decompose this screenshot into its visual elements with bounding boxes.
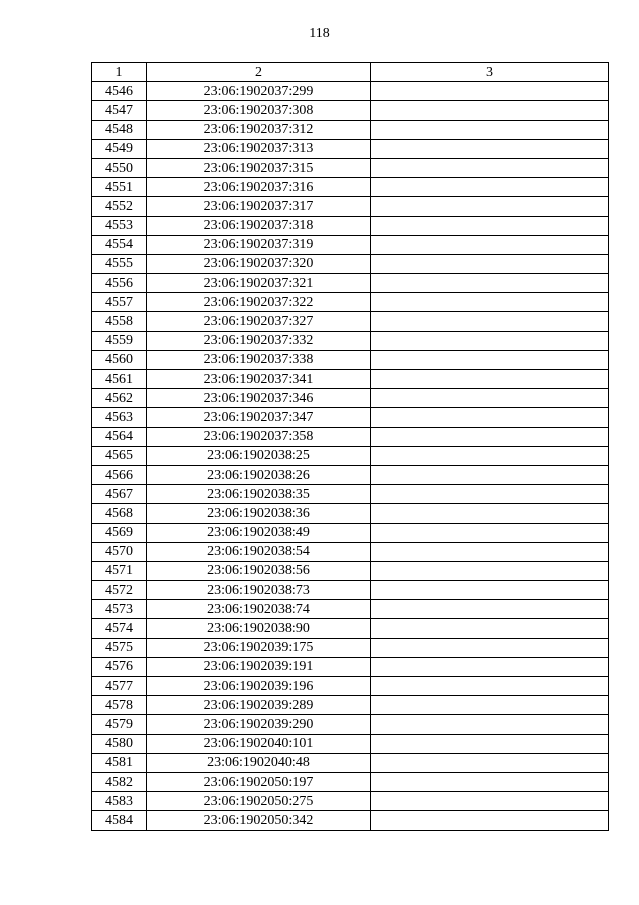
cadastral-number-cell: 23:06:1902050:275: [147, 792, 371, 811]
table-row: [92, 101, 609, 120]
cadastral-number-cell: 23:06:1902037:318: [147, 216, 371, 235]
notes-cell: [371, 350, 609, 369]
notes-cell: [371, 600, 609, 619]
table-row: [92, 293, 609, 312]
table-row: [92, 523, 609, 542]
table-row: [92, 696, 609, 715]
cadastral-number-cell: 23:06:1902037:347: [147, 408, 371, 427]
cadastral-number-cell: 23:06:1902037:317: [147, 197, 371, 216]
row-number-cell: 4580: [92, 734, 147, 753]
row-number-cell: 4575: [92, 638, 147, 657]
row-number-cell: 4561: [92, 370, 147, 389]
cadastral-number-cell: 23:06:1902039:196: [147, 677, 371, 696]
column-header: 2: [147, 63, 371, 82]
notes-cell: [371, 293, 609, 312]
table-row: [92, 216, 609, 235]
row-number-cell: 4569: [92, 523, 147, 542]
table-row: [92, 427, 609, 446]
notes-cell: [371, 696, 609, 715]
table-row: [92, 485, 609, 504]
notes-cell: [371, 734, 609, 753]
cadastral-number-cell: 23:06:1902037:308: [147, 101, 371, 120]
table-row: [92, 561, 609, 580]
cadastral-number-cell: 23:06:1902038:54: [147, 542, 371, 561]
row-number-cell: 4550: [92, 158, 147, 177]
notes-cell: [371, 619, 609, 638]
row-number-cell: 4582: [92, 772, 147, 791]
cadastral-number-cell: 23:06:1902039:290: [147, 715, 371, 734]
cadastral-number-cell: 23:06:1902039:175: [147, 638, 371, 657]
notes-cell: [371, 197, 609, 216]
notes-cell: [371, 772, 609, 791]
cadastral-number-cell: 23:06:1902037:312: [147, 120, 371, 139]
table-row: [92, 772, 609, 791]
row-number-cell: 4556: [92, 274, 147, 293]
table-row: [92, 82, 609, 101]
cadastral-number-cell: 23:06:1902040:101: [147, 734, 371, 753]
table-row: [92, 331, 609, 350]
cadastral-number-cell: 23:06:1902038:90: [147, 619, 371, 638]
column-header: 1: [92, 63, 147, 82]
row-number-cell: 4552: [92, 197, 147, 216]
table-row: [92, 254, 609, 273]
row-number-cell: 4549: [92, 139, 147, 158]
table-row: [92, 638, 609, 657]
cadastral-number-cell: 23:06:1902037:341: [147, 370, 371, 389]
notes-cell: [371, 331, 609, 350]
cadastral-number-cell: 23:06:1902037:346: [147, 389, 371, 408]
row-number-cell: 4557: [92, 293, 147, 312]
row-number-cell: 4553: [92, 216, 147, 235]
table-row: [92, 619, 609, 638]
row-number-cell: 4558: [92, 312, 147, 331]
cadastral-number-cell: 23:06:1902039:289: [147, 696, 371, 715]
row-number-cell: 4574: [92, 619, 147, 638]
cadastral-number-cell: 23:06:1902037:338: [147, 350, 371, 369]
table-row: [92, 657, 609, 676]
notes-cell: [371, 158, 609, 177]
row-number-cell: 4567: [92, 485, 147, 504]
table-row: [92, 811, 609, 830]
row-number-cell: 4570: [92, 542, 147, 561]
table-row: [92, 408, 609, 427]
row-number-cell: 4547: [92, 101, 147, 120]
table-row: [92, 465, 609, 484]
table-row: [92, 350, 609, 369]
notes-cell: [371, 523, 609, 542]
cadastral-number-cell: 23:06:1902037:332: [147, 331, 371, 350]
table-row: [92, 600, 609, 619]
table-row: [92, 715, 609, 734]
cadastral-number-cell: 23:06:1902050:342: [147, 811, 371, 830]
notes-cell: [371, 638, 609, 657]
table-header-row: [92, 63, 609, 82]
row-number-cell: 4551: [92, 178, 147, 197]
row-number-cell: 4560: [92, 350, 147, 369]
row-number-cell: 4578: [92, 696, 147, 715]
notes-cell: [371, 677, 609, 696]
notes-cell: [371, 235, 609, 254]
cadastral-number-cell: 23:06:1902050:197: [147, 772, 371, 791]
cadastral-number-cell: 23:06:1902038:36: [147, 504, 371, 523]
row-number-cell: 4566: [92, 465, 147, 484]
row-number-cell: 4546: [92, 82, 147, 101]
cadastral-number-cell: 23:06:1902037:319: [147, 235, 371, 254]
notes-cell: [371, 542, 609, 561]
cadastral-number-cell: 23:06:1902037:321: [147, 274, 371, 293]
cadastral-number-cell: 23:06:1902039:191: [147, 657, 371, 676]
table-row: [92, 504, 609, 523]
notes-cell: [371, 792, 609, 811]
row-number-cell: 4581: [92, 753, 147, 772]
cadastral-number-cell: 23:06:1902037:299: [147, 82, 371, 101]
notes-cell: [371, 82, 609, 101]
notes-cell: [371, 427, 609, 446]
table-row: [92, 178, 609, 197]
notes-cell: [371, 370, 609, 389]
notes-cell: [371, 811, 609, 830]
notes-cell: [371, 753, 609, 772]
table-row: [92, 677, 609, 696]
notes-cell: [371, 408, 609, 427]
table-row: [92, 581, 609, 600]
notes-cell: [371, 485, 609, 504]
row-number-cell: 4572: [92, 581, 147, 600]
table-row: [92, 274, 609, 293]
row-number-cell: 4573: [92, 600, 147, 619]
notes-cell: [371, 274, 609, 293]
cadastral-number-cell: 23:06:1902038:49: [147, 523, 371, 542]
notes-cell: [371, 120, 609, 139]
row-number-cell: 4554: [92, 235, 147, 254]
cadastral-number-cell: 23:06:1902038:35: [147, 485, 371, 504]
notes-cell: [371, 389, 609, 408]
table-row: [92, 792, 609, 811]
row-number-cell: 4555: [92, 254, 147, 273]
cadastral-number-cell: 23:06:1902037:320: [147, 254, 371, 273]
notes-cell: [371, 504, 609, 523]
notes-cell: [371, 657, 609, 676]
table-row: [92, 446, 609, 465]
notes-cell: [371, 312, 609, 331]
notes-cell: [371, 715, 609, 734]
table-row: [92, 389, 609, 408]
table-row: [92, 158, 609, 177]
row-number-cell: 4548: [92, 120, 147, 139]
row-number-cell: 4583: [92, 792, 147, 811]
cadastral-number-cell: 23:06:1902038:26: [147, 465, 371, 484]
table-row: [92, 312, 609, 331]
row-number-cell: 4563: [92, 408, 147, 427]
notes-cell: [371, 446, 609, 465]
notes-cell: [371, 581, 609, 600]
page-number: 118: [309, 26, 330, 41]
cadastral-number-cell: 23:06:1902037:358: [147, 427, 371, 446]
column-header: 3: [371, 63, 609, 82]
cadastral-number-cell: 23:06:1902037:315: [147, 158, 371, 177]
row-number-cell: 4559: [92, 331, 147, 350]
cadastral-number-cell: 23:06:1902038:73: [147, 581, 371, 600]
cadastral-table: [91, 62, 609, 831]
table-row: [92, 197, 609, 216]
cadastral-number-cell: 23:06:1902037:322: [147, 293, 371, 312]
row-number-cell: 4562: [92, 389, 147, 408]
table-row: [92, 139, 609, 158]
cadastral-number-cell: 23:06:1902038:56: [147, 561, 371, 580]
notes-cell: [371, 216, 609, 235]
cadastral-number-cell: 23:06:1902038:25: [147, 446, 371, 465]
table-row: [92, 753, 609, 772]
row-number-cell: 4584: [92, 811, 147, 830]
table-body: [92, 82, 609, 830]
row-number-cell: 4571: [92, 561, 147, 580]
notes-cell: [371, 139, 609, 158]
cadastral-number-cell: 23:06:1902037:327: [147, 312, 371, 331]
row-number-cell: 4577: [92, 677, 147, 696]
notes-cell: [371, 178, 609, 197]
cadastral-number-cell: 23:06:1902037:316: [147, 178, 371, 197]
notes-cell: [371, 254, 609, 273]
cadastral-number-cell: 23:06:1902037:313: [147, 139, 371, 158]
table-row: [92, 235, 609, 254]
table-row: [92, 120, 609, 139]
table-row: [92, 542, 609, 561]
table-row: [92, 734, 609, 753]
table-row: [92, 370, 609, 389]
cadastral-number-cell: 23:06:1902040:48: [147, 753, 371, 772]
row-number-cell: 4565: [92, 446, 147, 465]
notes-cell: [371, 561, 609, 580]
row-number-cell: 4576: [92, 657, 147, 676]
cadastral-number-cell: 23:06:1902038:74: [147, 600, 371, 619]
row-number-cell: 4579: [92, 715, 147, 734]
row-number-cell: 4568: [92, 504, 147, 523]
notes-cell: [371, 101, 609, 120]
notes-cell: [371, 465, 609, 484]
row-number-cell: 4564: [92, 427, 147, 446]
